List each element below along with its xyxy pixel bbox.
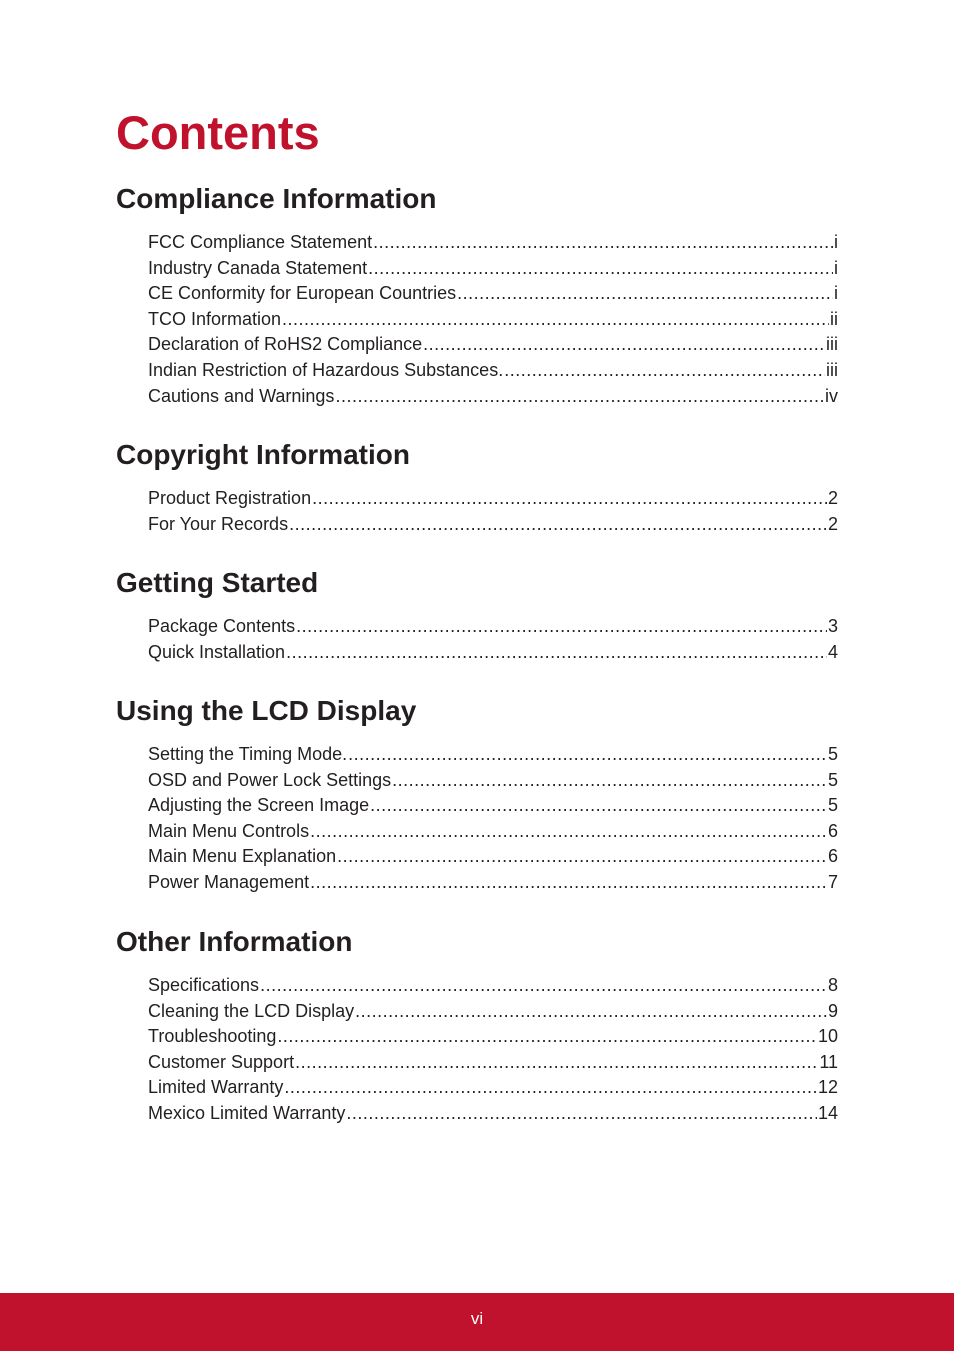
dot-leader <box>260 973 827 999</box>
dot-leader <box>282 307 829 333</box>
dot-leader <box>312 486 827 512</box>
toc-entry-page: 5 <box>827 795 838 816</box>
toc-entry[interactable] <box>148 256 838 282</box>
toc-entry-title: OSD and Power Lock Settings <box>148 769 392 790</box>
toc-entry-page: 2 <box>827 513 838 534</box>
toc-entry-page: 5 <box>827 744 838 764</box>
dot-leader <box>348 742 827 768</box>
toc-entry-list <box>116 742 838 896</box>
toc-entry-page: iv <box>825 385 838 406</box>
toc-entry[interactable] <box>148 844 838 870</box>
toc-entry[interactable] <box>148 307 838 333</box>
toc-entry[interactable] <box>148 819 838 845</box>
section-heading: Getting Started <box>116 567 319 598</box>
dot-leader <box>355 999 827 1025</box>
section-heading: Copyright Information <box>116 439 410 470</box>
toc-entry-title: Power Management <box>148 871 310 892</box>
dot-leader <box>310 870 827 896</box>
toc-entry-title: Setting the Timing Mode. <box>148 744 348 764</box>
dot-leader <box>295 1050 818 1076</box>
toc-entry-page: i <box>834 283 838 304</box>
toc-entry-page: iii <box>826 359 838 380</box>
footer-bar <box>0 1293 954 1351</box>
toc-entry-page: 3 <box>827 616 838 636</box>
toc-entry[interactable] <box>148 230 838 256</box>
toc-entry[interactable] <box>148 358 838 384</box>
dot-leader <box>392 768 827 794</box>
toc-entry-page: 9 <box>827 1000 838 1021</box>
toc-entry-title: CE Conformity for European Countries <box>148 283 457 304</box>
toc-entry-page: 6 <box>827 846 838 867</box>
dot-leader <box>286 640 827 666</box>
toc-entry[interactable] <box>148 281 838 307</box>
toc-entry-page: 4 <box>827 641 838 662</box>
toc-entry-page: 2 <box>827 488 838 508</box>
toc-entry-title: Cleaning the LCD Display <box>148 1000 355 1021</box>
toc-entry-title: Product Registration <box>148 488 312 508</box>
toc-entry[interactable] <box>148 640 838 666</box>
toc-entry-title: Main Menu Controls <box>148 820 310 841</box>
toc-entry-title: Package Contents <box>148 616 296 636</box>
dot-leader <box>504 358 825 384</box>
toc-entry-list <box>116 973 838 1127</box>
toc-entry-title: Cautions and Warnings <box>148 385 335 406</box>
dot-leader <box>284 1075 817 1101</box>
toc-entry-title: Specifications <box>148 975 260 995</box>
footer-page-number: vi <box>470 1309 484 1328</box>
dot-leader <box>277 1024 817 1050</box>
toc-entry[interactable] <box>148 793 838 819</box>
toc-entry[interactable] <box>148 486 838 512</box>
toc-entry-page: i <box>834 257 838 278</box>
toc-entry-list <box>116 486 838 537</box>
toc-entry-title: Quick Installation <box>148 641 286 662</box>
dot-leader <box>373 230 833 256</box>
toc-entry[interactable] <box>148 332 838 358</box>
toc-entry-title: FCC Compliance Statement <box>148 232 373 252</box>
toc-entry[interactable] <box>148 1050 838 1076</box>
toc-entry-page: i <box>834 232 838 252</box>
toc-entry-page: 6 <box>827 820 838 841</box>
dot-leader <box>346 1101 817 1127</box>
toc-entry-title: Mexico Limited Warranty <box>148 1102 346 1123</box>
toc-entry-title: Troubleshooting <box>148 1026 277 1047</box>
toc-entry-page: 8 <box>827 975 838 995</box>
toc-entry-page: iii <box>826 334 838 355</box>
toc-entry-title: Main Menu Explanation <box>148 846 337 867</box>
toc-section-using-lcd <box>116 694 838 896</box>
toc-entry-title: Declaration of RoHS2 Compliance <box>148 334 423 355</box>
toc-entry[interactable] <box>148 999 838 1025</box>
section-heading: Compliance Information <box>116 183 437 214</box>
toc-entry[interactable] <box>148 512 838 538</box>
toc-entry-list <box>116 614 838 665</box>
toc-entry[interactable] <box>148 973 838 999</box>
toc-section-copyright <box>116 438 838 537</box>
dot-leader <box>368 256 833 282</box>
toc-entry[interactable] <box>148 1101 838 1127</box>
toc-entry-page: ii <box>830 308 838 329</box>
dot-leader <box>457 281 833 307</box>
toc-entry-page: 7 <box>827 871 838 892</box>
toc-entry-page: 11 <box>819 1051 838 1072</box>
toc-entry-page: 10 <box>817 1026 838 1047</box>
toc-entry-page: 12 <box>817 1077 838 1098</box>
toc-entry-page: 5 <box>827 769 838 790</box>
dot-leader <box>370 793 827 819</box>
toc-entry[interactable] <box>148 614 838 640</box>
dot-leader <box>337 844 827 870</box>
dot-leader <box>310 819 827 845</box>
toc-entry[interactable] <box>148 1024 838 1050</box>
toc-section-getting-started <box>116 566 838 665</box>
dot-leader <box>335 384 824 410</box>
dot-leader <box>423 332 825 358</box>
toc-entry[interactable] <box>148 870 838 896</box>
toc-entry-page: 14 <box>817 1102 838 1123</box>
toc-entry-title: Adjusting the Screen Image <box>148 795 370 816</box>
toc-section-compliance <box>116 182 838 409</box>
dot-leader <box>289 512 827 538</box>
toc-entry-title: Customer Support <box>148 1051 295 1072</box>
page-title: Contents <box>116 106 320 159</box>
toc-entry[interactable] <box>148 384 838 410</box>
toc-entry-title: For Your Records <box>148 513 289 534</box>
toc-section-other <box>116 925 838 1127</box>
toc-entry[interactable] <box>148 768 838 794</box>
toc-entry-title: Indian Restriction of Hazardous Substances. <box>148 359 504 380</box>
toc-entry-list <box>116 230 838 409</box>
toc-entry-title: TCO Information <box>148 308 282 329</box>
toc-entry[interactable] <box>148 1075 838 1101</box>
toc-entry[interactable] <box>148 742 838 768</box>
section-heading: Other Information <box>116 926 353 957</box>
section-heading: Using the LCD Display <box>116 695 417 726</box>
toc-entry-title: Industry Canada Statement <box>148 257 368 278</box>
dot-leader <box>296 614 827 640</box>
toc-entry-title: Limited Warranty <box>148 1077 284 1098</box>
